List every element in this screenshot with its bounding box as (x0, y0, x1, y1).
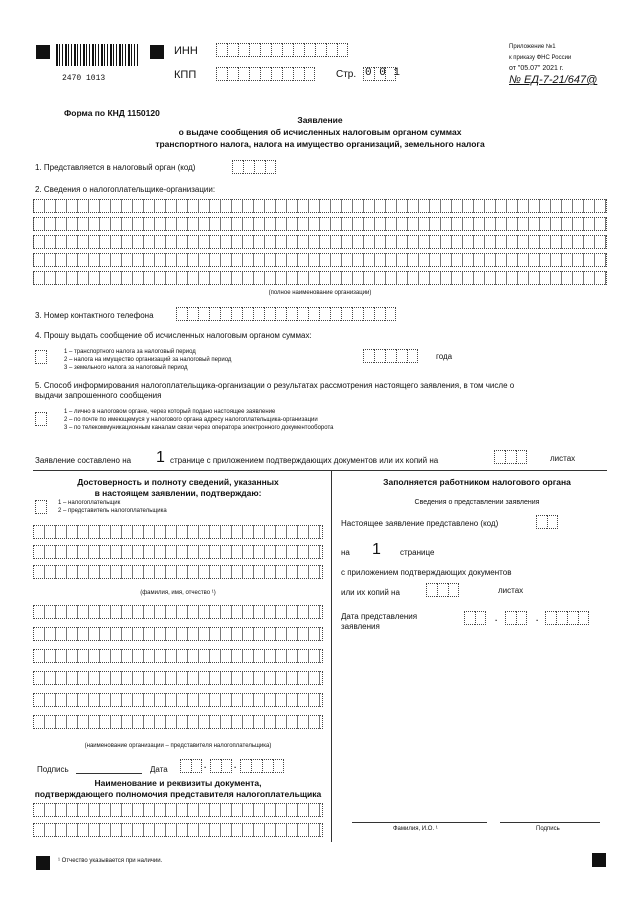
phone-field[interactable] (176, 307, 396, 321)
tax-year-field[interactable] (363, 349, 418, 363)
sign-label: Подпись (37, 765, 69, 774)
date-day[interactable] (180, 759, 202, 773)
signer-type-box[interactable] (35, 500, 47, 514)
rep-org-row-1[interactable] (33, 605, 323, 619)
barcode-number: 2470 1013 (62, 74, 106, 83)
kpp-label: КПП (174, 69, 197, 81)
inn-field[interactable] (216, 43, 348, 57)
form-title-2: о выдаче сообщения об исчисленных налоговым органом суммах (178, 127, 462, 137)
section3-label: 3. Номер контактного телефона (35, 311, 154, 320)
corner-marker-bottom-right (592, 853, 606, 867)
signature-line[interactable] (76, 773, 142, 774)
tax-type-opt2: 2 – налога на имущество организаций за налоговый период (64, 357, 232, 363)
on-label: на (341, 548, 350, 557)
composed-pages: 1 (156, 449, 165, 466)
presented-day[interactable] (464, 611, 486, 625)
right-subtitle: Сведения о представлении заявления (414, 499, 540, 506)
section2-label: 2. Сведения о налогоплательщике-организации: (35, 185, 216, 194)
appendix-line1: Приложение №1 (509, 44, 556, 50)
fio-row-1[interactable] (33, 525, 323, 539)
org-name-row-5[interactable] (33, 271, 607, 285)
section5-line1: 5. Способ информирования налогоплательщика-организации о результатах рассмотрения настоящего заявления, в том числе о (35, 381, 515, 390)
org-name-caption: (полное наименование организации) (268, 290, 372, 296)
vertical-divider (331, 470, 332, 842)
date-label: Дата (150, 765, 168, 774)
org-name-row-3[interactable] (33, 235, 607, 249)
form-knd: Форма по КНД 1150120 (64, 108, 160, 118)
right-page-word: странице (400, 548, 435, 557)
appendix-line3: от "05.07" 2021 г. (509, 65, 564, 72)
doc-row-1[interactable] (33, 803, 323, 817)
appendix-line2: к приказу ФНС России (509, 55, 572, 61)
fio-caption: (фамилия, имя, отчество ¹) (140, 590, 216, 596)
with-docs-label: с приложением подтверждающих документов (341, 568, 512, 577)
date-month[interactable] (210, 759, 232, 773)
corner-marker-bottom-left (36, 856, 50, 870)
footnote: ¹ Отчество указывается при наличии. (58, 858, 163, 864)
inform-opt1: 1 – лично в налоговом органе, через который подано настоящее заявление (64, 409, 276, 415)
right-sheets-field[interactable] (426, 583, 459, 597)
presented-month[interactable] (505, 611, 527, 625)
composed-pre: Заявление составлено на (35, 456, 132, 465)
horizontal-divider (33, 470, 607, 471)
fio-row-2[interactable] (33, 545, 323, 559)
presented-label: Настоящее заявление представлено (код) (341, 519, 499, 528)
form-title-3: транспортного налога, налога на имущество организаций, земельного налога (155, 139, 485, 149)
inform-opt3: 3 – по телекоммуникационным каналам связи через оператора электронного документооборота (64, 425, 334, 431)
section4-label: 4. Прошу выдать сообщение об исчисленных налоговым органом суммах: (35, 331, 312, 340)
page-label: Стр. (336, 69, 357, 80)
right-sheets-label: листах (498, 586, 524, 595)
date-sep-1: . (204, 761, 207, 770)
inn-label: ИНН (174, 45, 198, 57)
date-sep-2: . (234, 761, 237, 770)
tax-type-opt3: 3 – земельного налога за налоговый период (64, 365, 188, 371)
org-name-row-1[interactable] (33, 199, 607, 213)
tax-type-box[interactable] (35, 350, 47, 364)
rep-org-row-6[interactable] (33, 715, 323, 729)
corner-marker-top-mid (150, 45, 164, 59)
presented-sep-1: . (495, 614, 498, 623)
tax-authority-code[interactable] (232, 160, 276, 174)
doc-row-2[interactable] (33, 823, 323, 837)
rep-org-row-5[interactable] (33, 693, 323, 707)
doc-title-1: Наименование и реквизиты документа, (94, 778, 262, 788)
corner-marker-top-left (36, 45, 50, 59)
fio-row-3[interactable] (33, 565, 323, 579)
employee-sign-line[interactable] (500, 822, 600, 823)
tax-type-opt1: 1 – транспортного налога за налоговый период (64, 349, 196, 355)
kpp-field[interactable] (216, 67, 315, 81)
tax-year-label: года (436, 352, 453, 361)
composed-sheets-field[interactable] (494, 450, 527, 464)
inform-opt2: 2 – по почте по имеющемуся у налогового органа адресу налогоплательщика-организации (64, 417, 318, 423)
or-copies-label: или их копий на (341, 588, 400, 597)
presented-year[interactable] (545, 611, 589, 625)
right-page-num: 1 (372, 541, 381, 558)
appendix-line4: № ЕД-7-21/647@ (509, 74, 598, 86)
employee-fio-caption: Фамилия, И.О. ¹ (393, 826, 438, 832)
section5-line2: выдачи запрошенного сообщения (35, 391, 162, 400)
composed-post: листах (550, 454, 576, 463)
page-value: 0 0 1 (365, 67, 401, 79)
presented-code-field[interactable] (536, 515, 558, 529)
signer-opt1: 1 – налогоплательщик (58, 500, 121, 506)
rep-org-row-4[interactable] (33, 671, 323, 685)
composed-mid: странице с приложением подтверждающих документов или их копий на (170, 456, 439, 465)
doc-title-2: подтверждающего полномочия представителя налогоплательщика (34, 789, 322, 799)
section1-label: 1. Представляется в налоговый орган (код) (35, 163, 196, 172)
date-presented-2: заявления (341, 622, 380, 631)
signer-opt2: 2 – представитель налогоплательщика (58, 508, 167, 514)
inform-method-box[interactable] (35, 412, 47, 426)
rep-org-row-2[interactable] (33, 627, 323, 641)
date-year[interactable] (240, 759, 284, 773)
rep-org-caption: (наименование организации – представителя налогоплательщика) (84, 743, 272, 749)
employee-fio-line[interactable] (352, 822, 487, 823)
presented-sep-2: . (536, 614, 539, 623)
right-title: Заполняется работником налогового органа (383, 477, 571, 487)
form-title-1: Заявление (297, 115, 343, 125)
employee-sign-caption: Подпись (536, 826, 560, 832)
org-name-row-2[interactable] (33, 217, 607, 231)
date-presented-1: Дата представления (341, 612, 418, 621)
org-name-row-4[interactable] (33, 253, 607, 267)
left-title-2: в настоящем заявлении, подтверждаю: (94, 488, 262, 498)
barcode (56, 44, 138, 66)
left-title-1: Достоверность и полноту сведений, указанных (77, 477, 279, 487)
rep-org-row-3[interactable] (33, 649, 323, 663)
